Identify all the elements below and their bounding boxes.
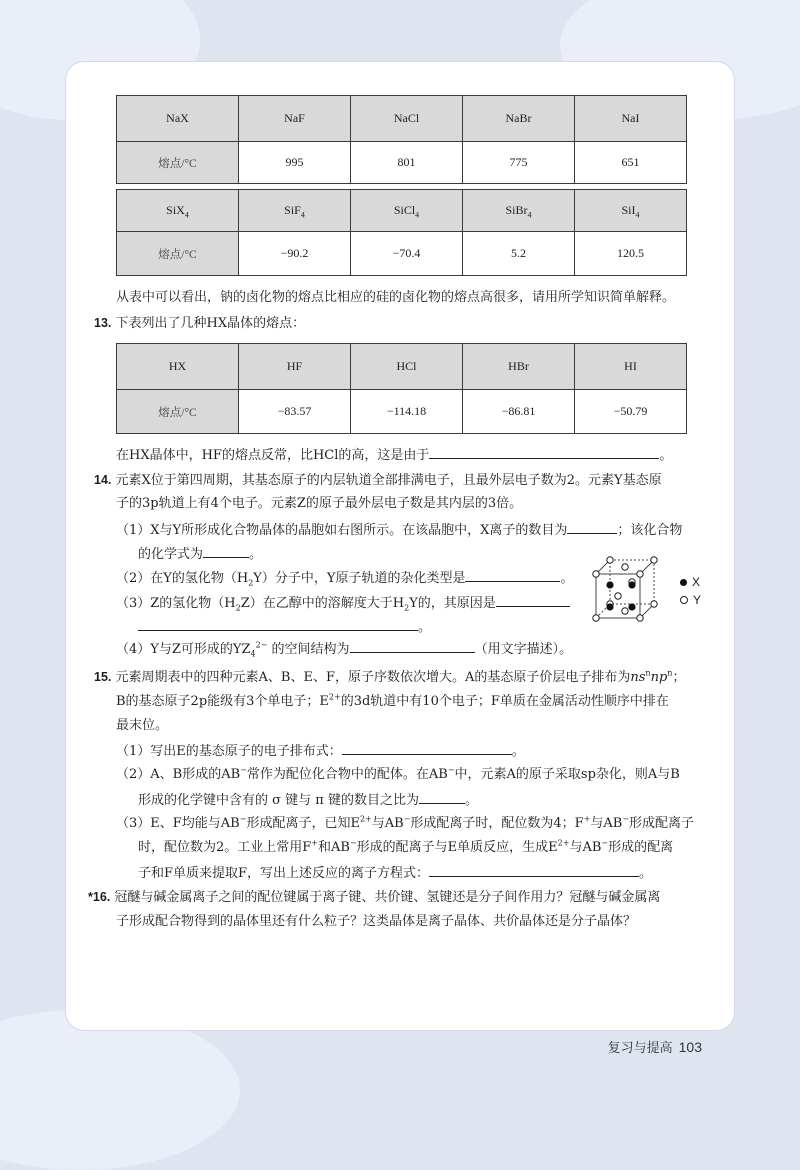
q15-part1: （1）写出E的基态原子的电子排布式： 。 [116, 740, 525, 762]
table-cell: NaF [239, 96, 351, 142]
table-cell: 熔点/°C [117, 390, 239, 434]
table-cell: SiCl$_4$ [351, 190, 463, 232]
q13-prompt: 13. 下表列出了几种HX晶体的熔点： [94, 316, 306, 331]
table-cell: −70.4 [351, 232, 463, 276]
q15-part3-cont: 时，配位数为2。工业上常用F+和AB−形成的配离子与E单质反应，生成$E^{2+}$与AB−形成的配离 [138, 838, 674, 855]
q15-part2: （2）A、B形成的AB−常作为配位化合物中的配体。在AB−中，元素A的原子采取sp杂化，则A与B [116, 765, 680, 782]
table-cell: HI [575, 344, 687, 390]
table-cell: SiF$_4$ [239, 190, 351, 232]
table-cell: HCl [351, 344, 463, 390]
table-cell: NaX [117, 96, 239, 142]
footer-label: 复习与提高 [607, 1041, 673, 1056]
page-footer [608, 1037, 702, 1056]
table-cell: SiX$_4$ [117, 190, 239, 232]
q14-part2: （2）在Y的氢化物$(H_2Y)$分子中，Y原子轨道的杂化类型是 。 [116, 567, 573, 589]
q15-line1: 15. 元素周期表中的四种元素A、B、E、F，原子序数依次增大。A的基态原子价层电子排布为$ns^nnp^n$； [94, 668, 686, 685]
table-cell: HBr [463, 344, 575, 390]
y-atom [622, 564, 628, 570]
table-cell: 651 [575, 142, 687, 184]
table-cell: 801 [351, 142, 463, 184]
six-row [117, 190, 687, 232]
answer-blank[interactable] [350, 638, 475, 653]
halide-table [116, 95, 687, 276]
table-cell: −50.79 [575, 390, 687, 434]
table-cell: −83.57 [239, 390, 351, 434]
y-atom [607, 557, 613, 563]
q15-part3-cont2: 子和F单质来提取F，写出上述反应的离子方程式： 。 [138, 862, 652, 884]
x-atom [628, 603, 635, 610]
y-atom [651, 601, 657, 607]
q14-part4: （4）Y与Z可形成的$YZ_4^{2-}$ 的空间结构为 （用文字描述）。 [116, 638, 572, 660]
answer-blank[interactable] [496, 592, 570, 607]
background-blob [0, 1010, 240, 1170]
q14-part1: （1）X与Y所形成化合物晶体的晶胞如右图所示。在该晶胞中，X离子的数目为 ；该化合物 [116, 519, 682, 541]
answer-blank[interactable] [465, 567, 560, 582]
table-cell: SiBr$_4$ [463, 190, 575, 232]
table-cell: HF [239, 344, 351, 390]
table-cell: NaI [575, 96, 687, 142]
table-cell: −86.81 [463, 390, 575, 434]
answer-blank[interactable] [567, 519, 617, 534]
q15-part2-cont: 形成的化学键中含有的 σ 键与 π 键的数目之比为 。 [138, 789, 478, 811]
table-cell: SiI$_4$ [575, 190, 687, 232]
q16-line2: 子形成配合物得到的晶体里还有什么粒子？这类晶体是离子晶体、共价晶体还是分子晶体？ [116, 914, 637, 929]
page-number: 103 [678, 1039, 702, 1055]
answer-blank[interactable] [429, 862, 639, 877]
q14-part3-cont: 。 [138, 616, 431, 638]
x-atom [606, 581, 613, 588]
q14-part3: （3）Z的氢化物$(H_2Z)$在乙醇中的溶解度大于$H_2Y$的，其原因是 [116, 592, 570, 614]
crystal-legend: X Y [680, 573, 701, 609]
y-atom [637, 615, 643, 621]
answer-blank[interactable] [203, 543, 249, 558]
answer-blank[interactable] [342, 740, 512, 755]
table-cell: HX [117, 344, 239, 390]
q15-line3: 最末位。 [116, 718, 169, 733]
y-atom [637, 571, 643, 577]
table-cell: −90.2 [239, 232, 351, 276]
nax-mp-row [117, 142, 687, 184]
table-cell: NaBr [463, 96, 575, 142]
table-cell: 995 [239, 142, 351, 184]
table-cell: NaCl [351, 96, 463, 142]
q15-line2: B的基态原子2p能级有3个单电子；$E^{2+}$的3d轨道中有10个电子；F单质在金属活动性顺序中排在 [116, 692, 669, 709]
y-atom [622, 608, 628, 614]
y-atom [593, 571, 599, 577]
six-mp-row [117, 232, 687, 276]
q14-line1: 14. 元素X位于第四周期，其基态原子的内层轨道全部排满电子，且最外层电子数为2。元素Y基态原 [94, 473, 662, 488]
table-cell: −114.18 [351, 390, 463, 434]
q14-line2: 子的3p轨道上有4个电子。元素Z的原子最外层电子数是其内层的3倍。 [116, 496, 523, 511]
nax-row [117, 96, 687, 142]
y-atom [615, 593, 621, 599]
table-cell: 775 [463, 142, 575, 184]
y-atom [593, 615, 599, 621]
q14-part1-cont: 的化学式为 。 [138, 543, 262, 565]
table-cell: 5.2 [463, 232, 575, 276]
table-cell: 120.5 [575, 232, 687, 276]
crystal-cell-figure [588, 548, 668, 626]
x-atom [606, 603, 613, 610]
table-cell: 熔点/°C [117, 232, 239, 276]
y-legend-dot [680, 596, 688, 604]
answer-blank[interactable] [419, 789, 465, 804]
q13-followup: 在HX晶体中，HF的熔点反常，比HCl的高，这是由于 。 [116, 444, 672, 466]
q16-line1: *16. 冠醚与碱金属离子之间的配位键属于离子键、共价键、氢键还是分子间作用力？冠醚与碱金属离 [88, 890, 661, 905]
answer-blank[interactable] [138, 616, 418, 631]
hx-table [116, 343, 687, 434]
table-cell: 熔点/°C [117, 142, 239, 184]
q15-part3: （3）E、F均能与AB−形成配离子，已知$E^{2+}$与AB−形成配离子时，配位数为4；F+与AB−形成配离子 [116, 814, 695, 831]
x-legend-dot [680, 579, 687, 586]
answer-blank[interactable] [429, 444, 659, 459]
q12-explanation: 从表中可以看出，钠的卤化物的熔点比相应的硅的卤化物的熔点高很多，请用所学知识简单解释。 [116, 290, 676, 305]
y-atom [651, 557, 657, 563]
x-atom [628, 581, 635, 588]
